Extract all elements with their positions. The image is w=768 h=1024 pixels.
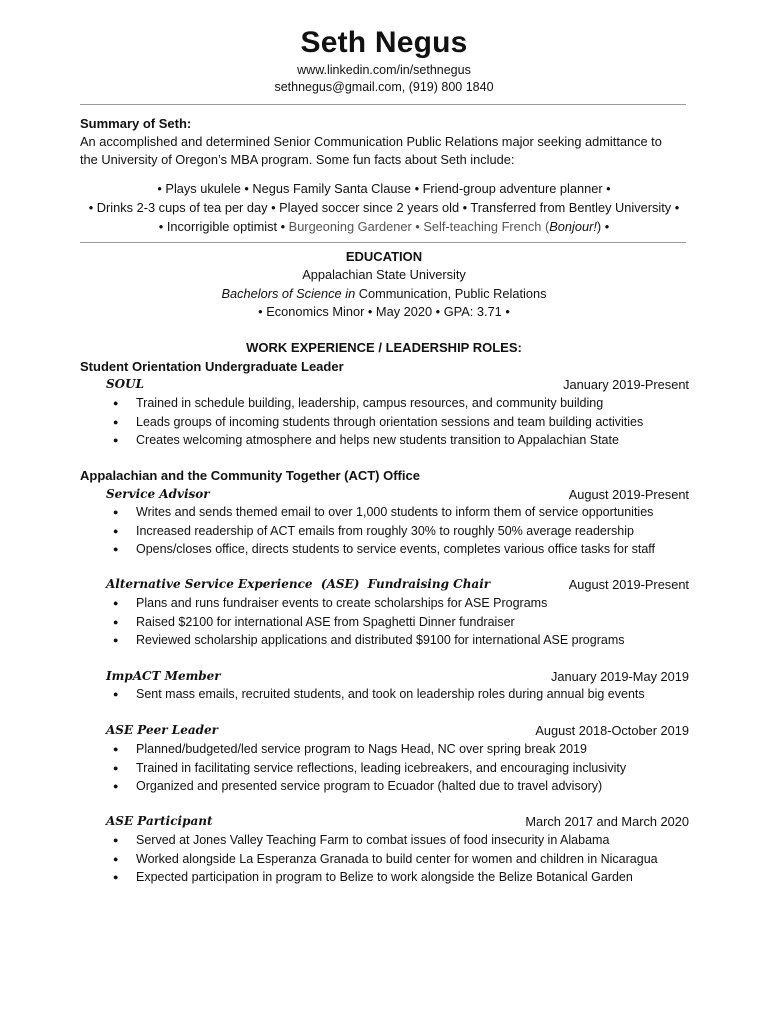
bullet-item: ● Organized and presented service program to Ecuador (halted due to travel advisory) bbox=[106, 777, 706, 796]
bullet-item: ● Increased readership of ACT emails from roughly 30% to roughly 50% average readership bbox=[106, 522, 706, 541]
fun-facts-line-2: • Drinks 2-3 cups of tea per day • Played soccer since 2 years old • Transferred from Bentley University • bbox=[88, 200, 680, 215]
bullet-item: ● Leads groups of incoming students through orientation sessions and team building activities bbox=[106, 413, 706, 432]
role-title: Student Orientation Undergraduate Leader bbox=[80, 359, 344, 374]
bullet-item: ● Worked alongside La Esperanza Granada to build center for women and children in Nicaragua bbox=[106, 850, 706, 869]
bullet-list bbox=[106, 685, 706, 704]
summary-line-1: An accomplished and determined Senior Communication Public Relations major seeking admittance to bbox=[80, 134, 662, 149]
bullet-item: ● Trained in facilitating service reflections, leading icebreakers, and encouraging inclusivity bbox=[106, 759, 706, 778]
bullet-item: ● Planned/budgeted/led service program to Nags Head, NC over spring break 2019 bbox=[106, 740, 706, 759]
education-details: • Economics Minor • May 2020 • GPA: 3.71 • bbox=[258, 304, 510, 319]
fun-fact-end: ) • bbox=[596, 219, 610, 234]
summary-line-2: the University of Oregon’s MBA program. Some fun facts about Seth include: bbox=[80, 152, 515, 167]
email-phone: sethnegus@gmail.com, (919) 800 1840 bbox=[274, 80, 494, 94]
position-date: August 2018-October 2019 bbox=[535, 723, 689, 738]
fun-fact-optimist: • Incorrigible optimist • bbox=[158, 219, 289, 234]
position-row bbox=[106, 814, 689, 832]
bullet-item: ● Trained in schedule building, leadership, campus resources, and community building bbox=[106, 394, 706, 413]
degree-type: Bachelors of Science in bbox=[221, 286, 356, 301]
summary-heading: Summary of Seth: bbox=[80, 116, 192, 131]
position-title: Service Advisor bbox=[106, 487, 210, 501]
position-title: ImpACT Member bbox=[106, 669, 221, 683]
divider bbox=[80, 242, 686, 243]
fun-facts-line-3 bbox=[0, 218, 768, 236]
work-heading: WORK EXPERIENCE / LEADERSHIP ROLES: bbox=[246, 340, 522, 355]
position-date: August 2019-Present bbox=[568, 487, 689, 502]
bullet-item: ● Opens/closes office, directs students to service events, completes various office tasks for staff bbox=[106, 540, 706, 559]
bullet-item: ● Reviewed scholarship applications and distributed $9100 for international ASE programs bbox=[106, 631, 706, 650]
fun-fact-bonjour: Bonjour! bbox=[549, 219, 597, 234]
resume-name: Seth Negus bbox=[300, 26, 468, 59]
bullet-item: ● Plans and runs fundraiser events to create scholarships for ASE Programs bbox=[106, 594, 706, 613]
bullet-list bbox=[106, 831, 706, 887]
bullet-item: ● Served at Jones Valley Teaching Farm to combat issues of food insecurity in Alabama bbox=[106, 831, 706, 850]
degree-major: Communication, Public Relations bbox=[355, 286, 547, 301]
bullet-item: ● Sent mass emails, recruited students, and took on leadership roles during annual big events bbox=[106, 685, 706, 704]
position-date: August 2019-Present bbox=[568, 577, 689, 592]
education-degree bbox=[0, 285, 768, 303]
divider bbox=[80, 104, 686, 105]
position-date: January 2019-May 2019 bbox=[550, 669, 689, 684]
bullet-list bbox=[106, 394, 706, 450]
role-title: Appalachian and the Community Together (ACT) Office bbox=[80, 468, 420, 483]
bullet-item: ● Writes and sends themed email to over 1,000 students to inform them of service opportunities bbox=[106, 503, 706, 522]
education-school: Appalachian State University bbox=[302, 267, 466, 282]
fun-fact-gardener-french: Burgeoning Gardener • Self-teaching French ( bbox=[288, 219, 550, 234]
education-heading: EDUCATION bbox=[345, 249, 423, 264]
fun-facts-line-1: • Plays ukulele • Negus Family Santa Clause • Friend-group adventure planner • bbox=[157, 181, 611, 196]
linkedin-url: www.linkedin.com/in/sethnegus bbox=[297, 63, 471, 77]
bullet-list bbox=[106, 594, 706, 650]
position-row bbox=[106, 723, 689, 741]
position-row bbox=[106, 577, 689, 595]
bullet-item: ● Raised $2100 for international ASE from Spaghetti Dinner fundraiser bbox=[106, 613, 706, 632]
position-title: SOUL bbox=[106, 377, 145, 391]
position-date: January 2019-Present bbox=[563, 377, 689, 392]
position-date: March 2017 and March 2020 bbox=[525, 814, 689, 829]
position-title: ASE Peer Leader bbox=[106, 723, 218, 737]
bullet-list bbox=[106, 740, 706, 796]
position-title: ASE Participant bbox=[106, 814, 213, 828]
bullet-item: ● Creates welcoming atmosphere and helps new students transition to Appalachian State bbox=[106, 431, 706, 450]
position-title: Alternative Service Experience (ASE) Fundraising Chair bbox=[106, 577, 491, 591]
position-row bbox=[106, 377, 689, 395]
bullet-list bbox=[106, 503, 706, 559]
bullet-item: ● Expected participation in program to Belize to work alongside the Belize Botanical Garden bbox=[106, 868, 706, 887]
